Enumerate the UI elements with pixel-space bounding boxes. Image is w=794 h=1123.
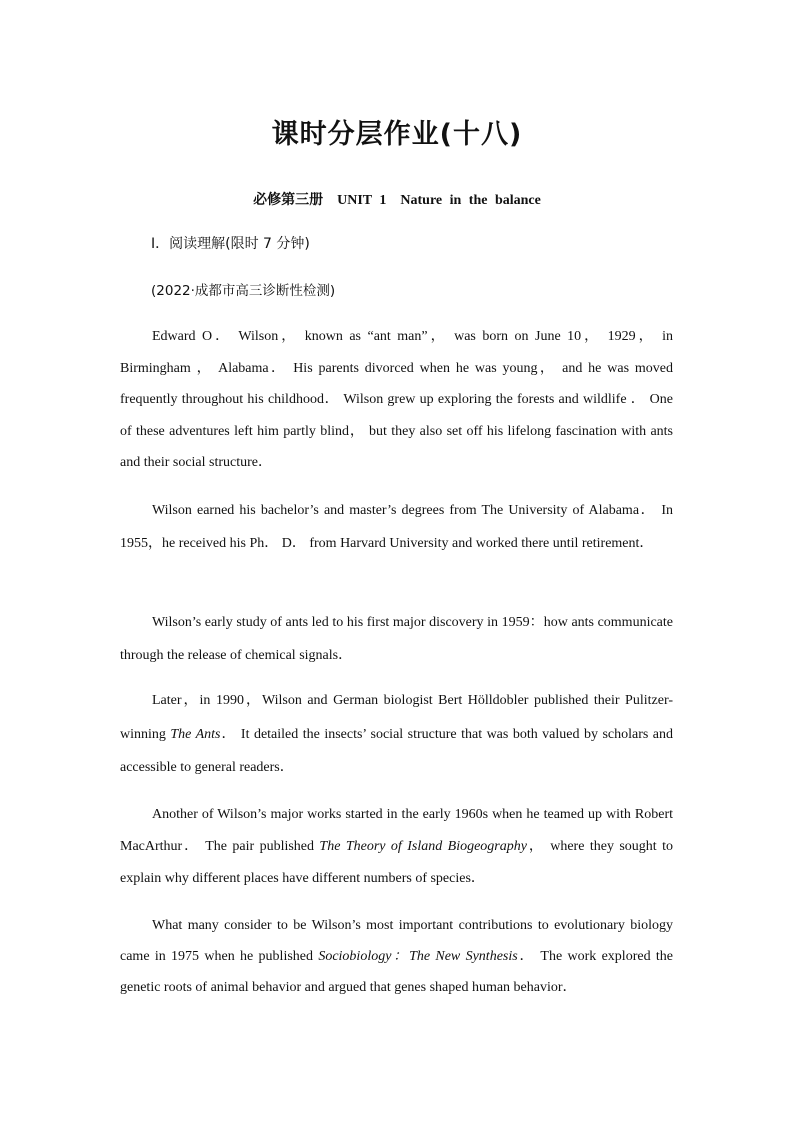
- paragraph-3: Wilson’s early study of ants led to his first major discovery in 1959：how ants communicate through the release of chemical signals．: [120, 615, 673, 663]
- page-title: 课时分层作业(十八): [271, 119, 523, 150]
- book-title-island-biogeography: The Theory of Island Biogeography: [319, 839, 527, 854]
- paragraph-1: Edward O． Wilson， known as “ant man”， was born on June 10， 1929， in Birmingham ， Alabama． His parents divorced when he was young， and he was moved frequently throughout his childhood． Wilson grew up exploring the forests and wildlife ． One of these adventures left him partly blind， but they also set off his lifelong fascination with ants and their social structure．: [120, 329, 673, 470]
- unit-subtitle: 必修第三册 UNIT 1 Nature in the balance: [253, 193, 541, 208]
- paragraph-4-text-a: Later，in 1990，Wilson and German biologist Bert Hölldobler published their Pulitzer-winning: [120, 693, 673, 742]
- paragraph-4: [120, 684, 673, 785]
- paragraph-5: [120, 799, 673, 895]
- paragraph-6: [120, 910, 673, 1003]
- book-title-the-ants: The Ants: [170, 726, 221, 742]
- paragraph-5-text-a: Another of Wilson’s major works started in the early 1960s when he teamed up with Robert MacArthur． The pair published: [120, 807, 673, 854]
- paragraph-6-text-a: What many consider to be Wilson’s most important contributions to evolutionary biology came in 1975 when he published: [120, 918, 673, 964]
- paragraph-5-text-b: ， where they sought to explain why different places have different numbers of species．: [120, 839, 674, 886]
- passage-source: (2022·成都市高三诊断性检测): [151, 283, 336, 299]
- section-heading: Ⅰ．阅读理解(限时 7 分钟): [151, 236, 310, 252]
- paragraph-2: Wilson earned his bachelor’s and master’s degrees from The University of Alabama． In 1955，he received his Ph． D． from Harvard University and worked there until retirement．: [120, 503, 673, 551]
- paragraph-6-text-b: ． The work explored the genetic roots of animal behavior and argued that genes shaped human behavior．: [120, 949, 673, 995]
- paragraph-4-text-b: ． It detailed the insects’ social structure that was both valued by scholars and accessible to general readers．: [120, 726, 674, 775]
- book-title-sociobiology: Sociobiology：The New Synthesis: [318, 949, 518, 964]
